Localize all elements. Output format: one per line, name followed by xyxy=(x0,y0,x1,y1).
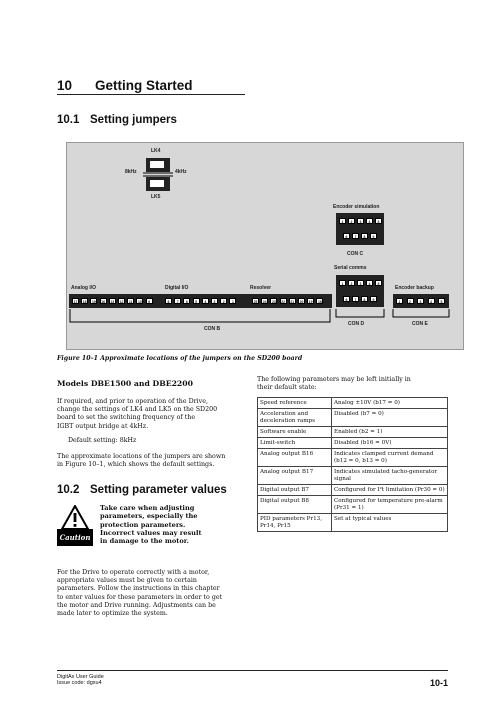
text-line: the motor and Drive running. Adjustments can be xyxy=(57,601,216,609)
connector-pin: 4 xyxy=(366,280,373,286)
connector-pin: 4 xyxy=(428,298,435,304)
4khz-label: 4kHz xyxy=(175,169,187,175)
con-e-label: CON E xyxy=(412,321,428,327)
chapter-number: 10 xyxy=(57,78,73,93)
section-heading-2 xyxy=(57,484,227,496)
param-value: Configured for I²t limitation (Pr30 = 0) xyxy=(332,485,448,496)
connector-pin: 7 xyxy=(174,298,181,304)
section-title: Setting parameter values xyxy=(90,484,227,496)
table-row xyxy=(258,427,448,438)
connector-pin: 7 xyxy=(352,233,359,239)
connector-pin: 4 xyxy=(202,298,209,304)
encoder-simulation-label: Encoder simulation xyxy=(333,204,380,210)
text-line: Incorrect values may result xyxy=(100,528,202,537)
text-line: their default state: xyxy=(257,384,317,392)
table-row xyxy=(258,496,448,514)
lk5-label: LK5 xyxy=(151,194,161,200)
table-row xyxy=(258,514,448,532)
connector-pin: 23 xyxy=(272,300,276,304)
encoder-backup-label: Encoder backup xyxy=(395,285,434,291)
connector-pin: 5 xyxy=(193,298,200,304)
section-heading-1 xyxy=(57,114,177,126)
connector-pin: 6 xyxy=(343,233,350,239)
parameter-table xyxy=(257,397,448,532)
connector-pin: 3 xyxy=(211,298,218,304)
param-name: PID parameters Pr13, Pr14, Pr15 xyxy=(258,514,332,532)
warning-icon xyxy=(61,505,89,530)
footer-rule xyxy=(57,670,448,671)
param-value: Set at typical values xyxy=(332,514,448,532)
connector-pin: 2 xyxy=(220,298,227,304)
connector-pin: 9 xyxy=(370,296,377,302)
text-line: If required, and prior to operation of the Drive, xyxy=(57,398,208,405)
connector-pin: 3 xyxy=(357,218,364,224)
connector-pin: 19 xyxy=(92,300,96,304)
param-name: Analog output B16 xyxy=(258,449,332,467)
footer-issue-code: Issue code: dgxu4 xyxy=(57,680,102,686)
connector-pin: 25 xyxy=(253,300,258,304)
param-name: Analog output B17 xyxy=(258,467,332,485)
text-line: The approximate locations of the jumpers are shown xyxy=(57,453,226,460)
models-paragraph-1 xyxy=(57,398,217,431)
param-name: Speed reference xyxy=(258,398,332,409)
connector-pin: 12 xyxy=(119,300,124,304)
text-line: change the settings of LK4 and LK5 on the SD200 xyxy=(57,406,218,414)
connector-pin: 1 xyxy=(396,298,403,304)
connector-pin: 3 xyxy=(417,298,424,304)
text-line: For the Drive to operate correctly with a motor, xyxy=(57,569,210,576)
connector-pin: 21 xyxy=(290,300,295,304)
param-name: Acceleration and deceleration ramps xyxy=(258,409,332,427)
text-line: parameters. Follow the instructions in this chapter xyxy=(57,585,220,593)
connector-pin: 1 xyxy=(339,280,346,286)
connector-pin: 10 xyxy=(138,300,142,304)
connector-pin: 9 xyxy=(370,233,377,239)
connector-pin: 9 xyxy=(146,298,153,304)
text-line: appropriate values must be given to certain xyxy=(57,577,197,585)
8khz-label: 8kHz xyxy=(125,169,137,175)
param-name: Digital output B8 xyxy=(258,496,332,514)
chapter-rule xyxy=(57,94,245,95)
param-value: Disabled (b16 = 0V) xyxy=(332,438,448,449)
table-row xyxy=(258,467,448,485)
jumper-icon xyxy=(143,155,175,195)
connector-pin: 16 xyxy=(101,300,105,304)
serial-comms-label: Serial comms xyxy=(334,265,367,271)
table-row xyxy=(258,398,448,409)
con-b-label: CON B xyxy=(204,326,221,332)
connector-pin: 7 xyxy=(352,296,359,302)
connector-pin: 22 xyxy=(281,300,285,304)
param-name: Software enable xyxy=(258,427,332,438)
caution-label: Caution xyxy=(57,529,93,546)
text-line: to enter values for these parameters in order to get xyxy=(57,593,223,601)
param-name: Digital output B7 xyxy=(258,485,332,496)
section-number: 10.2 xyxy=(57,484,80,496)
connector-pin: 5 xyxy=(375,280,382,286)
connector-pin: 20 xyxy=(299,300,304,304)
lk4-label: LK4 xyxy=(151,148,161,154)
models-heading: Models DBE1500 and DBE2200 xyxy=(57,379,193,388)
section-title: Setting jumpers xyxy=(90,114,177,126)
section-number: 10.1 xyxy=(57,114,80,126)
connector-pin: 1 xyxy=(339,218,346,224)
connector-pin: 4 xyxy=(366,218,373,224)
param-name: Limit-switch xyxy=(258,438,332,449)
param-value: Analog ±10V (b17 = 0) xyxy=(332,398,448,409)
table-row xyxy=(258,409,448,427)
connector-pin: 18 xyxy=(82,300,87,304)
connector-pin: 24 xyxy=(262,300,267,304)
text-line: board to set the switching frequency of the xyxy=(57,414,196,422)
param-value: Enabled (b2 = 1) xyxy=(332,427,448,438)
default-setting: Default setting: 8kHz xyxy=(68,437,137,444)
text-line: parameters, especially the xyxy=(100,512,198,521)
text-line: made later to optimize the system. xyxy=(57,610,168,618)
connector-brackets xyxy=(67,308,463,348)
table-row xyxy=(258,485,448,496)
chapter-title: Getting Started xyxy=(95,78,193,93)
connector-pin: 2 xyxy=(348,280,355,286)
text-line: protection parameters. xyxy=(100,520,186,529)
connector-pin: 5 xyxy=(375,218,382,224)
footer-guide-title: DigitAx User Guide xyxy=(57,674,104,680)
con-d-label: CON D xyxy=(348,321,365,327)
connector-pin: 18 xyxy=(318,300,322,304)
text-line: Take care when adjusting xyxy=(100,504,195,512)
jumper-figure xyxy=(66,142,464,350)
connector-pin: 13 xyxy=(110,300,115,304)
page-number: 10-1 xyxy=(429,678,448,688)
param-value: Disabled (b7 = 0) xyxy=(332,409,448,427)
connector-pin: 5 xyxy=(438,298,445,304)
connector-pin: 3 xyxy=(357,280,364,286)
text-line: in damage to the motor. xyxy=(100,537,189,546)
digital-io-label: Digital I/O xyxy=(165,285,189,291)
param-value: Indicates clamped current demand (b12 = 0, b13 = 0) xyxy=(332,449,448,467)
text-line: The following parameters may be left initially in xyxy=(257,376,411,383)
connector-pin: 6 xyxy=(343,296,350,302)
resolver-label: Resolver xyxy=(250,285,272,291)
connector-pin: 8 xyxy=(361,233,368,239)
connector-pin: 6 xyxy=(183,298,190,304)
param-value: Configured for temperature pre-alarm (Pr31 = 1) xyxy=(332,496,448,514)
analog-io-label: Analog I/O xyxy=(71,285,96,291)
connector-pin: 19 xyxy=(308,300,313,304)
params-intro xyxy=(257,376,411,392)
footer-left xyxy=(57,674,104,686)
text-line: IGBT output bridge at 4kHz. xyxy=(57,422,149,430)
param-value: Indicates simulated tacho-generator signal xyxy=(332,467,448,485)
figure-caption: Figure 10–1 Approximate locations of the jumpers on the SD200 board xyxy=(57,355,303,362)
text-line: in Figure 10–1, which shows the default settings. xyxy=(57,461,215,469)
connector-pin: 11 xyxy=(128,300,133,304)
connector-pin: 2 xyxy=(407,298,414,304)
connector-pin: 2 xyxy=(348,218,355,224)
table-row xyxy=(258,438,448,449)
connector-pin: 1 xyxy=(229,298,236,304)
connector-pin: 17 xyxy=(73,300,78,304)
caution-text xyxy=(100,504,202,545)
chapter-heading xyxy=(57,78,193,93)
connector-pin: 8 xyxy=(165,298,172,304)
operation-paragraph xyxy=(57,569,222,618)
connector-pin: 8 xyxy=(361,296,368,302)
table-row xyxy=(258,449,448,467)
models-paragraph-2 xyxy=(57,453,225,469)
con-c-label: CON C xyxy=(347,251,364,257)
